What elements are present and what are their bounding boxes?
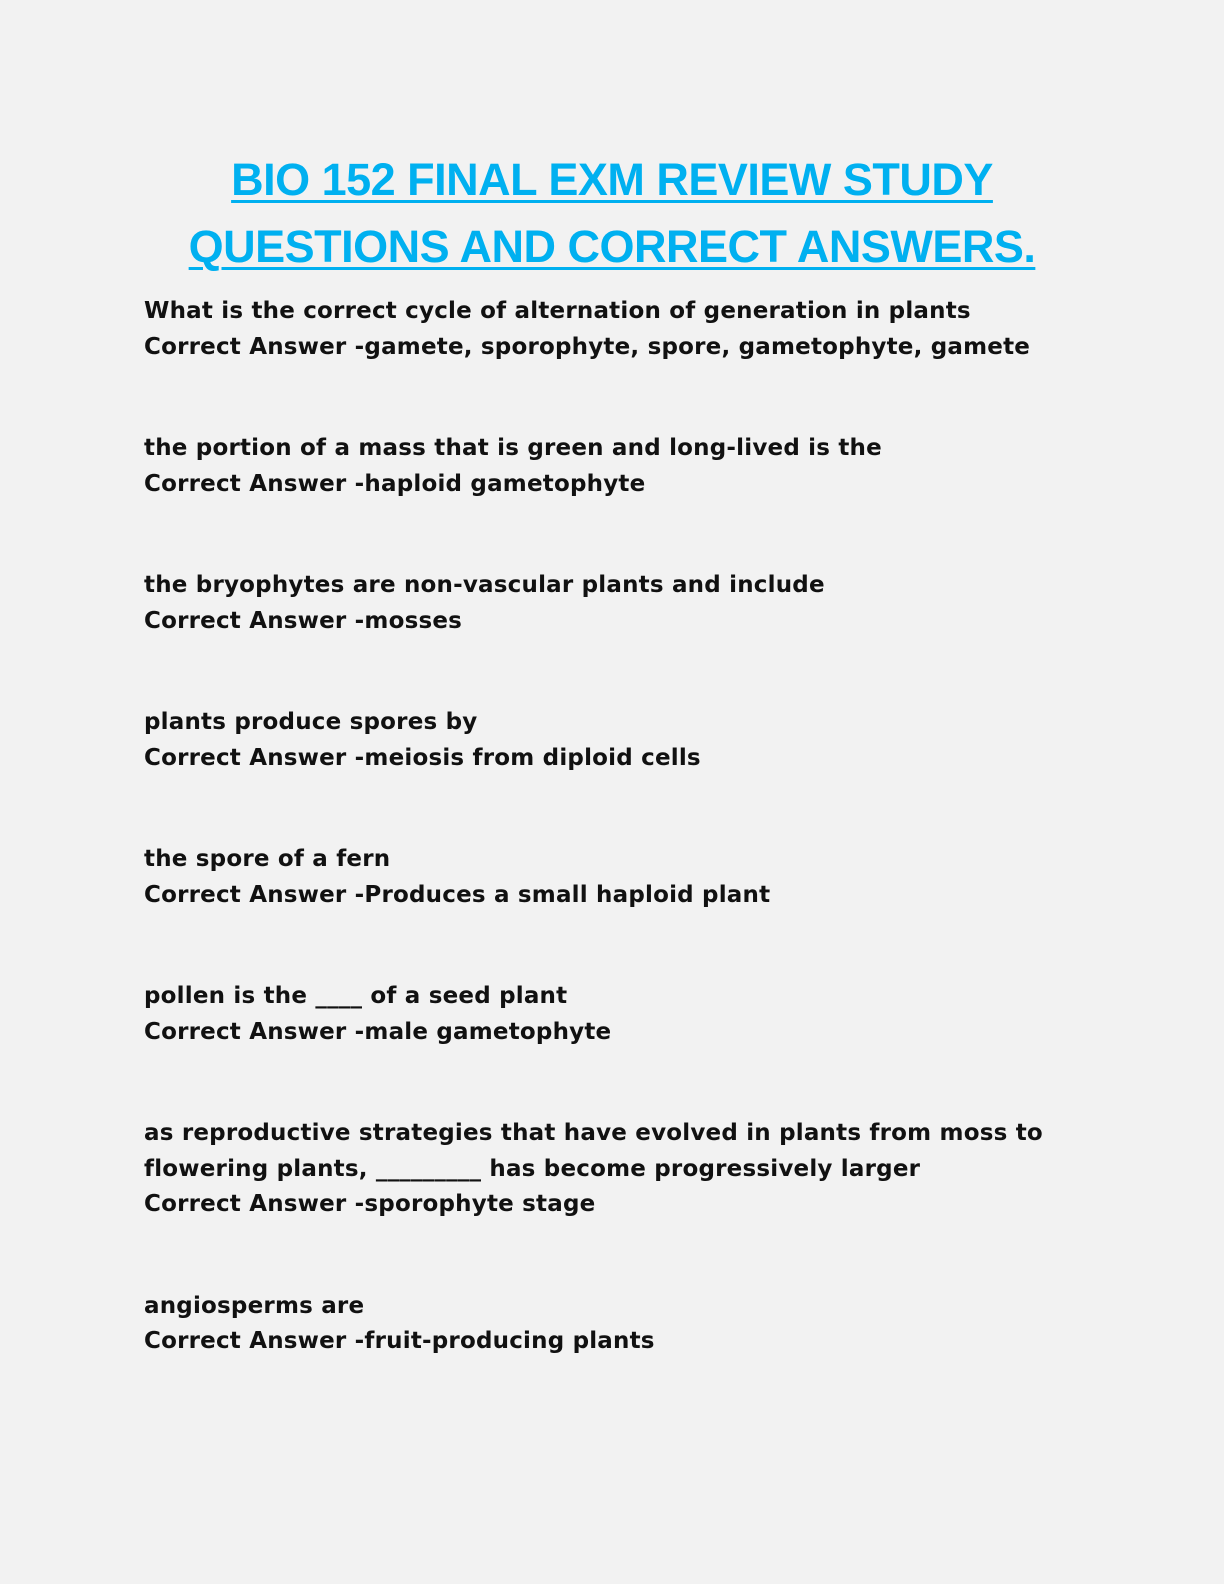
- answer-text: Correct Answer -sporophyte stage: [144, 1191, 596, 1217]
- question-text: as reproductive strategies that have evolved in plants from moss to flowering plants, _________ has become progressively larger: [144, 1120, 1052, 1182]
- answer-text: Correct Answer -Produces a small haploid plant: [144, 881, 771, 908]
- answer-text: Correct Answer -male gametophyte: [144, 1018, 612, 1045]
- answer-text: Correct Answer -mosses: [144, 607, 463, 634]
- document-title: [0, 146, 1224, 280]
- qa-list: [144, 294, 1094, 1426]
- question-text: the bryophytes are non-vascular plants and include: [144, 572, 825, 598]
- qa-item: [144, 294, 1094, 365]
- question-text: plants produce spores by: [144, 709, 478, 735]
- title-line-2-text: QUESTIONS AND CORRECT ANSWERS.: [188, 221, 1036, 272]
- title-line-1-text: BIO 152 FINAL EXM REVIEW STUDY: [231, 154, 993, 205]
- qa-item: [144, 842, 1094, 913]
- qa-item: [144, 705, 1094, 776]
- answer-text: Correct Answer -fruit-producing plants: [144, 1328, 655, 1354]
- question-text: the portion of a mass that is green and long-lived is the: [144, 435, 882, 461]
- question-text: pollen is the ____ of a seed plant: [144, 983, 568, 1009]
- qa-item: [144, 1289, 1094, 1360]
- answer-text: Correct Answer -haploid gametophyte: [144, 470, 646, 497]
- question-text: the spore of a fern: [144, 846, 391, 872]
- question-text: angiosperms are: [144, 1292, 365, 1319]
- title-line-1: [0, 146, 1224, 213]
- qa-item: [144, 979, 1094, 1050]
- qa-item: [144, 431, 1094, 502]
- question-text: What is the correct cycle of alternation of generation in plants: [144, 298, 971, 324]
- qa-item: [144, 1116, 1094, 1223]
- answer-text: Correct Answer -meiosis from diploid cells: [144, 744, 701, 771]
- qa-item: [144, 568, 1094, 639]
- title-line-2: [0, 213, 1224, 280]
- answer-text: Correct Answer -gamete, sporophyte, spore, gametophyte, gamete: [144, 333, 1031, 360]
